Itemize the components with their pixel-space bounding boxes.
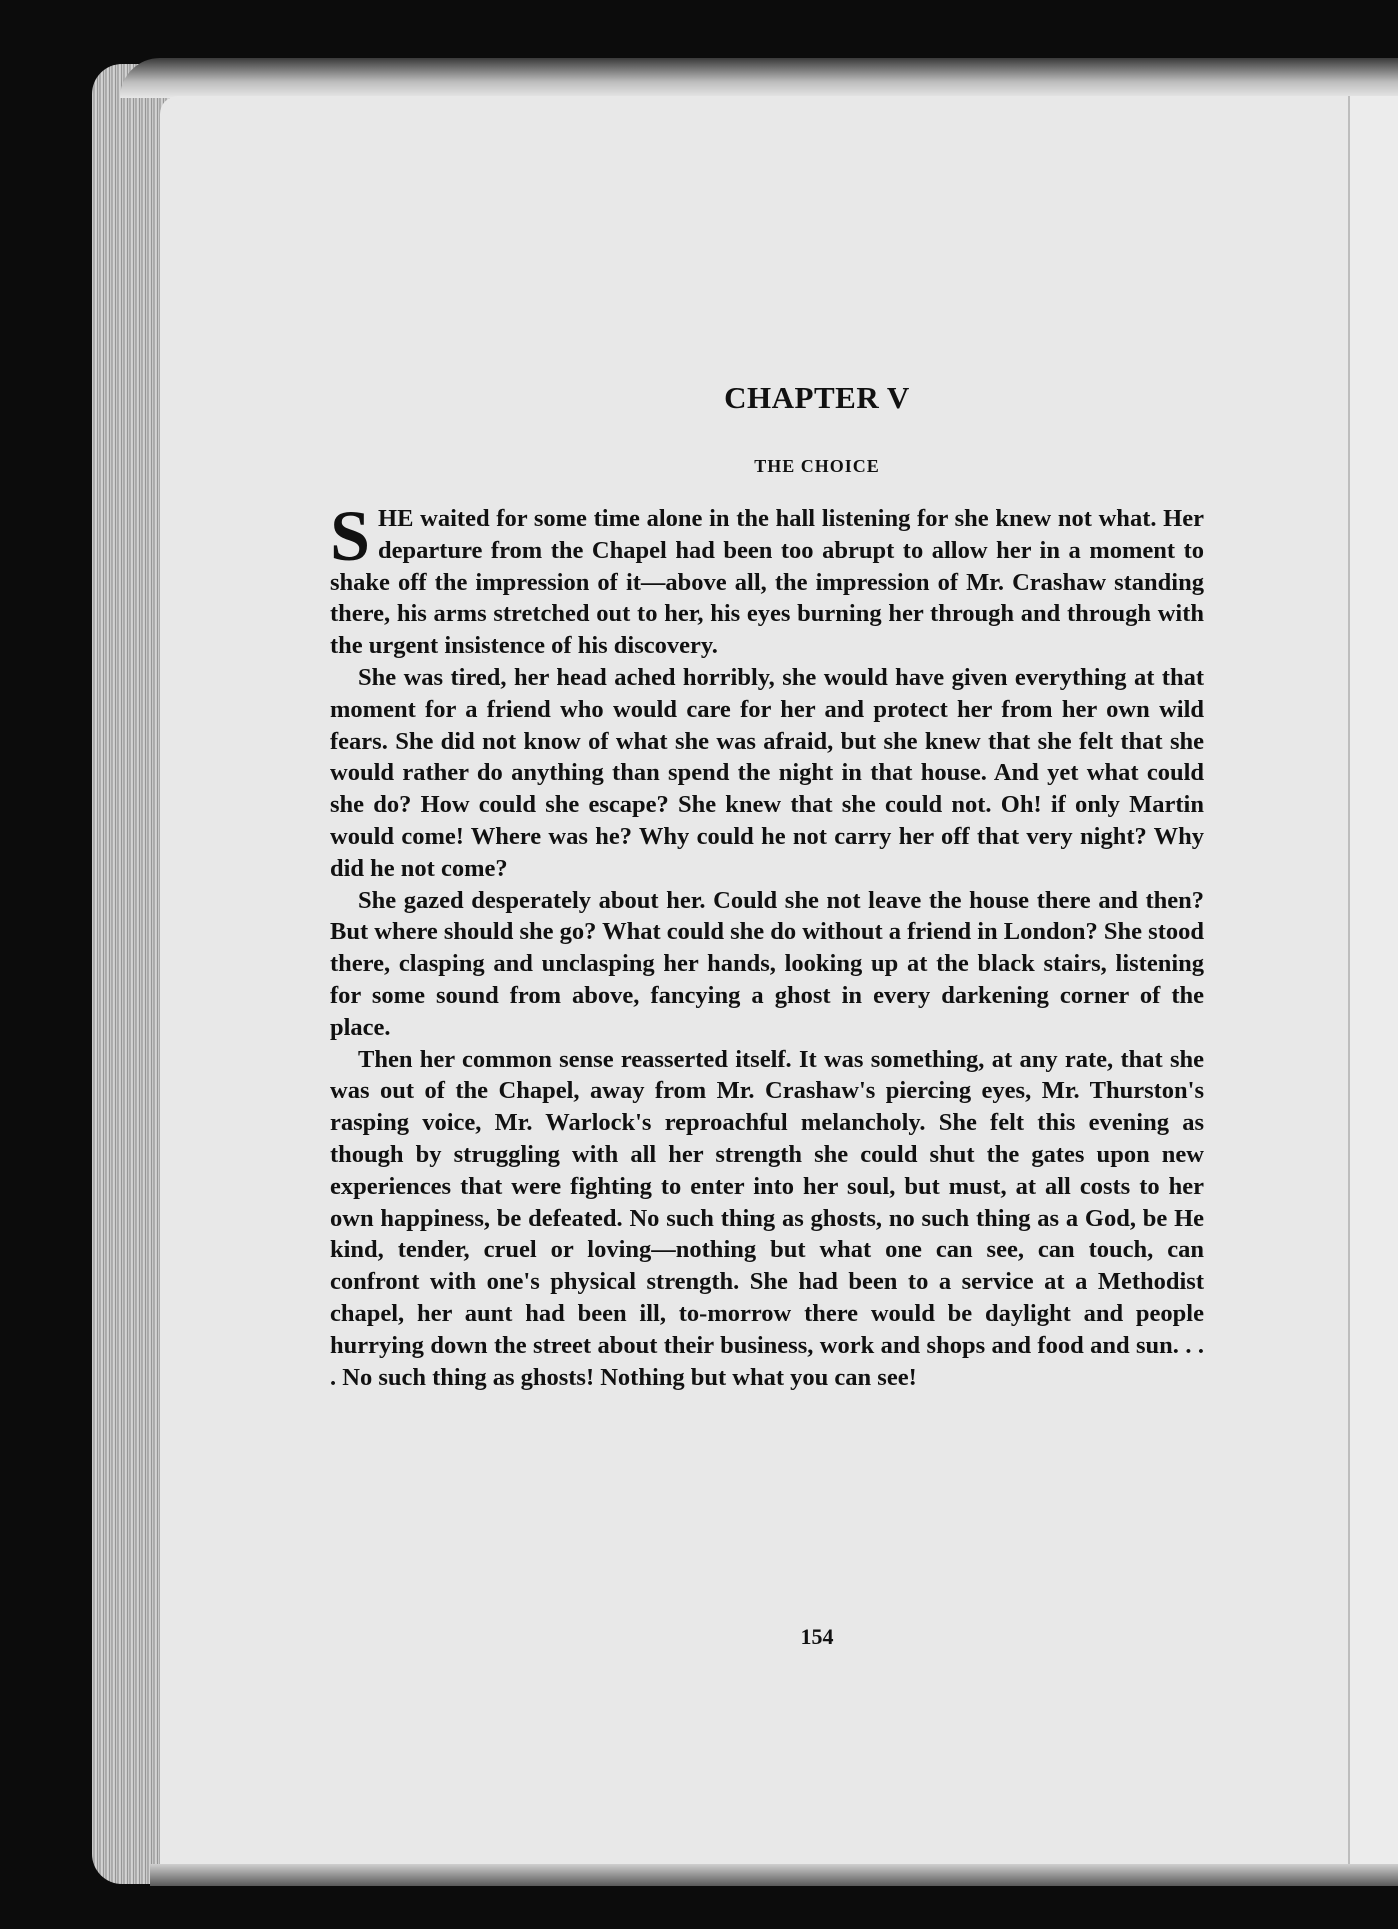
paragraph-2: She was tired, her head ached horribly, she would have given everything at that moment for a friend who would care for her and protect her from her own wild fears. She did not know of what she was afraid, but she knew that she felt that she would rather do anything than spend the night in that house. And yet what could she do? How could she escape? She knew that she could not. Oh! if only Martin would come! Where was he? Why could he not carry her off that very night? Why did he not come? xyxy=(330,663,1204,882)
drop-cap: S xyxy=(330,496,371,576)
paragraph-3: She gazed desperately about her. Could she not leave the house there and then? But where should she go? What could she do without a friend in London? She stood there, clasping and unclasping her hands, looking up at the black stairs, listening for some sound from above, fancying a ghost in every darkening corner of the place. xyxy=(330,886,1204,1041)
chapter-body xyxy=(330,496,1204,1393)
book-top-edge xyxy=(120,58,1398,98)
chapter-title: CHAPTER V xyxy=(724,380,910,415)
paragraph-1 xyxy=(330,496,1204,662)
paragraph-1-text: HE waited for some time alone in the hall listening for she knew not what. Her departure from the Chapel had been too abrupt to allow her in a moment to shake off the impression of it—above all, the impression of Mr. Crashaw standing there, his arms stretched out to her, his eyes burning her through and through with the urgent insistence of his discovery. xyxy=(330,505,1204,660)
page-number: 154 xyxy=(800,1624,834,1649)
chapter-subtitle: THE CHOICE xyxy=(754,456,880,476)
facing-page-edge xyxy=(1348,96,1398,1876)
book-bottom-edge xyxy=(150,1864,1398,1886)
paragraph-4: Then her common sense reasserted itself. It was something, at any rate, that she was out of the Chapel, away from Mr. Crashaw's piercing eyes, Mr. Thurston's rasping voice, Mr. Warlock's reproachful melancholy. She felt this evening as though by struggling with all her strength she could shut the gates upon new experiences that were fighting to enter into her soul, but must, at all costs to her own happiness, be defeated. No such thing as ghosts, no such thing as a God, be He kind, tender, cruel or loving—nothing but what one can see, can touch, can confront with one's physical strength. She had been to a service at a Methodist chapel, her aunt had been ill, to-morrow there would be daylight and people hurrying down the street about their business, work and shops and food and sun. . . . No such thing as ghosts! Nothing but what you can see! xyxy=(330,1045,1204,1391)
